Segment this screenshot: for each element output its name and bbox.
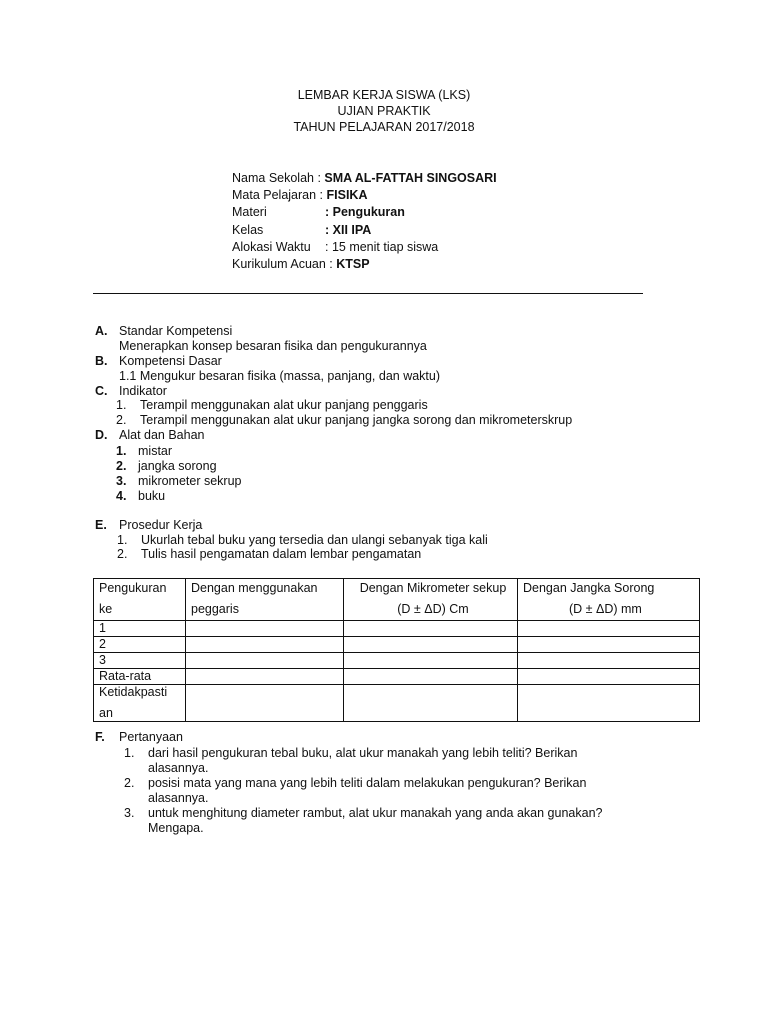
table-header-row [94, 579, 700, 621]
info-kurikulum [232, 257, 497, 274]
section-d-heading [95, 428, 205, 443]
identity-block [232, 171, 497, 274]
input-cell-mikrometer[interactable] [344, 621, 518, 637]
indikator-item [116, 413, 572, 428]
prosedur-text: Tulis hasil pengamatan dalam lembar pengamatan [141, 547, 422, 561]
question-text: untuk menghitung diameter rambut, alat ukur manakah yang anda akan gunakan? [148, 806, 603, 820]
section-f-title: Pertanyaan [119, 730, 183, 744]
doc-title: LEMBAR KERJA SISWA (LKS) [297, 88, 471, 102]
alat-text: buku [138, 489, 166, 503]
alat-num: 1. [116, 444, 127, 458]
question-1-cont: alasannya. [148, 761, 209, 775]
section-c-letter: C. [95, 384, 108, 398]
input-cell-jangka-sorong[interactable] [518, 685, 700, 722]
table-row [94, 637, 700, 653]
info-waktu [232, 240, 497, 257]
input-cell-jangka-sorong[interactable] [518, 669, 700, 685]
row-label: 2 [94, 637, 186, 653]
indikator-item [116, 398, 428, 413]
header-line: Dengan Jangka Sorong [523, 581, 655, 595]
row-label: 1 [94, 621, 186, 637]
input-cell-jangka-sorong[interactable] [518, 653, 700, 669]
section-f-heading [95, 730, 183, 745]
question-text: dari hasil pengukuran tebal buku, alat ukur manakah yang lebih teliti? Berikan [148, 746, 578, 760]
alat-num: 4. [116, 489, 127, 503]
waktu-value: : 15 menit tiap siswa [325, 239, 439, 254]
section-a-letter: A. [95, 324, 108, 338]
question-3-cont: Mengapa. [148, 821, 204, 835]
alat-text: jangka sorong [138, 459, 217, 473]
indikator-text: Terampil menggunakan alat ukur panjang jangka sorong dan mikrometerskrup [140, 413, 573, 427]
table-row [94, 669, 700, 685]
section-e-heading [95, 518, 202, 533]
section-d-title: Alat dan Bahan [119, 428, 205, 442]
table-row [94, 653, 700, 669]
question-1 [124, 746, 577, 761]
sekolah-label: Nama Sekolah : [232, 171, 321, 185]
alat-num: 2. [116, 459, 127, 473]
observation-table [93, 578, 700, 722]
alat-item [116, 459, 217, 474]
section-b-title: Kompetensi Dasar [119, 354, 222, 368]
question-num: 2. [124, 776, 135, 790]
indikator-text: Terampil menggunakan alat ukur panjang penggaris [140, 398, 428, 412]
header-line: Pengukuran [99, 581, 167, 595]
input-cell-jangka-sorong[interactable] [518, 637, 700, 653]
header-cell-jangka-sorong [518, 579, 700, 621]
prosedur-num: 1. [117, 533, 128, 547]
table-row [94, 685, 700, 722]
question-num: 3. [124, 806, 135, 820]
indikator-num: 1. [116, 398, 127, 412]
row-label-line: Ketidakpasti [99, 685, 168, 699]
input-cell-penggaris[interactable] [186, 621, 344, 637]
header-line: (D ± ΔD) mm [569, 602, 642, 616]
input-cell-mikrometer[interactable] [344, 669, 518, 685]
question-2 [124, 776, 586, 791]
row-label-ketidakpastian [94, 685, 186, 722]
prosedur-item [117, 547, 421, 562]
alat-text: mikrometer sekrup [138, 474, 242, 488]
mapel-label: Mata Pelajaran : [232, 188, 324, 203]
section-a-heading [95, 324, 232, 339]
row-label: 3 [94, 653, 186, 669]
materi-label: Materi [232, 205, 267, 220]
question-text: posisi mata yang mana yang lebih teliti dalam melakukan pengukuran? Berikan [148, 776, 587, 790]
input-cell-jangka-sorong[interactable] [518, 621, 700, 637]
input-cell-mikrometer[interactable] [344, 653, 518, 669]
sekolah-value: SMA AL-FATTAH SINGOSARI [324, 171, 497, 185]
mapel-value: FISIKA [326, 188, 368, 203]
section-e-letter: E. [95, 518, 107, 532]
alat-item [116, 444, 172, 459]
input-cell-penggaris[interactable] [186, 637, 344, 653]
input-cell-mikrometer[interactable] [344, 685, 518, 722]
waktu-label: Alokasi Waktu [232, 239, 311, 254]
info-sekolah [232, 171, 497, 188]
header-cell-pengukuran [94, 579, 186, 621]
section-a-text: Menerapkan konsep besaran fisika dan pengukurannya [119, 339, 427, 353]
document-header [0, 88, 768, 136]
kurikulum-label: Kurikulum Acuan : [232, 256, 333, 271]
header-line: Dengan menggunakan [191, 581, 318, 595]
input-cell-mikrometer[interactable] [344, 637, 518, 653]
section-c-heading [95, 384, 167, 399]
section-b-heading [95, 354, 222, 369]
prosedur-num: 2. [117, 547, 128, 561]
prosedur-text: Ukurlah tebal buku yang tersedia dan ulangi sebanyak tiga kali [141, 533, 488, 547]
materi-value: : Pengukuran [325, 205, 405, 220]
section-c-title: Indikator [119, 384, 167, 398]
doc-year: TAHUN PELAJARAN 2017/2018 [293, 120, 475, 134]
section-e-title: Prosedur Kerja [119, 518, 203, 532]
indikator-num: 2. [116, 413, 127, 427]
header-line: (D ± ΔD) Cm [397, 602, 469, 616]
info-mapel [232, 188, 497, 205]
alat-num: 3. [116, 474, 127, 488]
header-line: peggaris [191, 602, 239, 616]
input-cell-penggaris[interactable] [186, 685, 344, 722]
section-a-title: Standar Kompetensi [119, 324, 233, 338]
prosedur-item [117, 533, 488, 548]
section-b-letter: B. [95, 354, 108, 368]
question-num: 1. [124, 746, 135, 760]
header-cell-penggaris [186, 579, 344, 621]
kelas-label: Kelas [232, 222, 264, 237]
header-line: Dengan Mikrometer sekup [359, 581, 507, 595]
row-label: Rata-rata [94, 669, 186, 685]
alat-item [116, 474, 242, 489]
header-line: ke [99, 602, 113, 616]
question-3 [124, 806, 602, 821]
input-cell-penggaris[interactable] [186, 669, 344, 685]
info-materi [232, 205, 497, 222]
alat-text: mistar [138, 444, 173, 458]
section-d-letter: D. [95, 428, 108, 442]
row-label-line: an [99, 706, 113, 720]
section-f-letter: F. [95, 730, 105, 744]
info-kelas [232, 223, 497, 240]
horizontal-divider [93, 293, 643, 294]
kurikulum-value: KTSP [336, 256, 370, 271]
header-cell-mikrometer [344, 579, 518, 621]
question-2-cont: alasannya. [148, 791, 209, 805]
alat-item [116, 489, 165, 504]
input-cell-penggaris[interactable] [186, 653, 344, 669]
table-row [94, 621, 700, 637]
kelas-value: : XII IPA [325, 222, 372, 237]
doc-subtitle: UJIAN PRAKTIK [337, 104, 431, 118]
section-b-text: 1.1 Mengukur besaran fisika (massa, panjang, dan waktu) [119, 369, 441, 383]
